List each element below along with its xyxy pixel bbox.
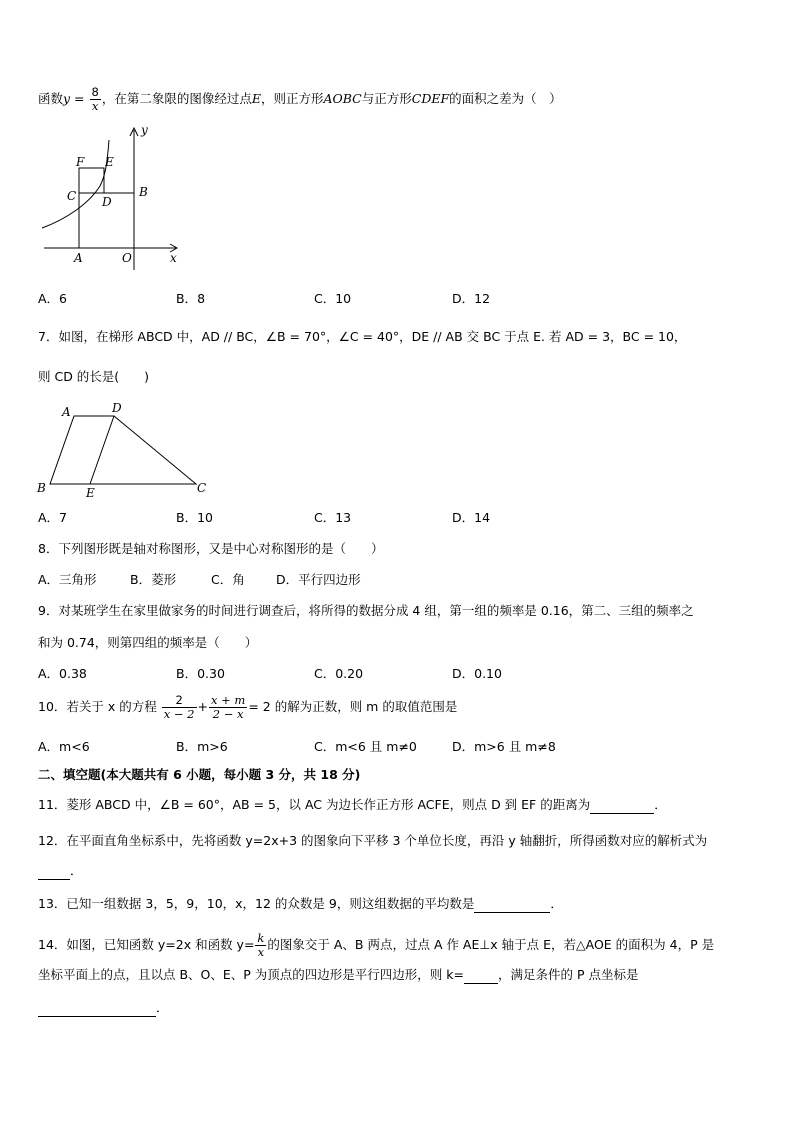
q9-stem-line1: 9．对某班学生在家里做家务的时间进行调查后，将所得的数据分成 4 组，第一组的频率是 0.16，第二、三组的频率之 [38, 603, 694, 618]
q6-label-O: O [122, 251, 132, 265]
q6-fraction: $\frac{8}{x}$ [91, 85, 99, 113]
q7-option-c[interactable]: C．13 [314, 510, 352, 525]
q6-label-F: F [76, 155, 85, 169]
q12-stem-line2: ． [38, 862, 83, 880]
q14-stem-line2: 坐标平面上的点，且以点 B、O、E、P 为顶点的四边形是平行四边形，则 k= ，满足条件的 P 点坐标是 [38, 967, 639, 982]
q7-label-D: D [112, 401, 122, 415]
q6-option-b[interactable]: B．8 [176, 291, 206, 306]
q7-stem-line1: 7．如图，在梯形 ABCD 中，AD // BC，∠B = 70°，∠C = 40°，DE // AB 交 BC 于点 E. 若 AD = 3，BC = 10， [38, 329, 687, 344]
q7-option-d[interactable]: D．14 [452, 510, 491, 525]
q10-option-d[interactable]: D．m>6 且 m≠8 [452, 739, 556, 754]
q7-label-B: B [37, 481, 46, 495]
q6-label-B: B [139, 185, 148, 199]
q7-option-b[interactable]: B．10 [176, 510, 213, 525]
q7-label-A: A [62, 405, 71, 419]
q6-label-E: E [105, 155, 114, 169]
q9-option-d[interactable]: D．0.10 [452, 666, 502, 681]
q8-option-a[interactable]: A．三角形 [38, 572, 97, 587]
q7-stem-line2: 则 CD 的长是( ) [38, 369, 150, 384]
q7-option-a[interactable]: A．7 [38, 510, 68, 525]
q14-stem-line1: 14．如图，已知函数 y=2x 和函数 y= $\frac{k}{x}$ 的图象交于 A、B 两点，过点 A 作 AE⊥x 轴于点 E，若△AOE 的面积为 4，P 是 [38, 931, 715, 959]
q7-label-C: C [197, 481, 207, 495]
q7-figure [34, 398, 214, 500]
q9-stem-line2: 和为 0.74，则第四组的频率是（ ） [38, 635, 258, 650]
q7-label-E: E [86, 486, 95, 500]
q13-answer-blank[interactable] [474, 898, 550, 913]
q9-option-a[interactable]: A．0.38 [38, 666, 87, 681]
q6-label-A: A [74, 251, 83, 265]
q6-label-D: D [102, 195, 112, 209]
q14-k-blank[interactable] [464, 969, 498, 984]
q10-fraction-2: $\frac{x + m}{2 - x}$ [210, 693, 246, 721]
q8-option-d[interactable]: D．平行四边形 [276, 572, 361, 587]
q11-stem: 11．菱形 ABCD 中，∠B = 60°，AB = 5，以 AC 为边长作正方形 ACFE，则点 D 到 EF 的距离为 ． [38, 797, 667, 812]
q14-fraction: $\frac{k}{x}$ [257, 931, 265, 959]
q6-option-a[interactable]: A．6 [38, 291, 68, 306]
q12-stem-line1: 12．在平面直角坐标系中，先将函数 y=2x+3 的图象向下平移 3 个单位长度，再沿 y 轴翻折，所得函数对应的解析式为 [38, 833, 708, 848]
q6-label-C: C [67, 189, 77, 203]
q6-figure [36, 120, 186, 270]
q14-p-blank[interactable] [38, 1002, 156, 1017]
q6-label-x: x [170, 251, 177, 265]
q10-fraction-1: $\frac{2}{x - 2}$ [163, 693, 195, 721]
q8-option-c[interactable]: C．角 [211, 572, 245, 587]
q13-stem: 13．已知一组数据 3，5，9，10，x，12 的众数是 9，则这组数据的平均数是 ． [38, 896, 563, 911]
q9-option-c[interactable]: C．0.20 [314, 666, 364, 681]
q10-stem: 10．若关于 x 的方程 $\frac{2}{x - 2}$ + $\frac{x + m}{2 - x}$ = 2 的解为正数，则 m 的取值范围是 [38, 693, 458, 721]
q6-option-c[interactable]: C．10 [314, 291, 352, 306]
q12-answer-blank[interactable] [38, 865, 70, 880]
q9-option-b[interactable]: B．0.30 [176, 666, 225, 681]
q8-option-b[interactable]: B．菱形 [130, 572, 177, 587]
q10-option-b[interactable]: B．m>6 [176, 739, 228, 754]
q10-option-a[interactable]: A．m<6 [38, 739, 90, 754]
section-2-heading: 二、填空题(本大题共有 6 小题，每小题 3 分，共 18 分) [38, 767, 361, 782]
q6-option-d[interactable]: D．12 [452, 291, 491, 306]
q6-stem: 函数y = $\frac{8}{x}$ ，在第二象限的图像经过点E，则正方形AOBC与正方形CDEF的面积之差为（ ） [38, 85, 562, 113]
q11-answer-blank[interactable] [590, 799, 654, 814]
q14-stem-line3: ． [38, 999, 169, 1017]
q10-option-c[interactable]: C．m<6 且 m≠0 [314, 739, 417, 754]
q6-label-y: y [141, 123, 148, 137]
q8-stem: 8．下列图形既是轴对称图形，又是中心对称图形的是（ ） [38, 541, 384, 556]
